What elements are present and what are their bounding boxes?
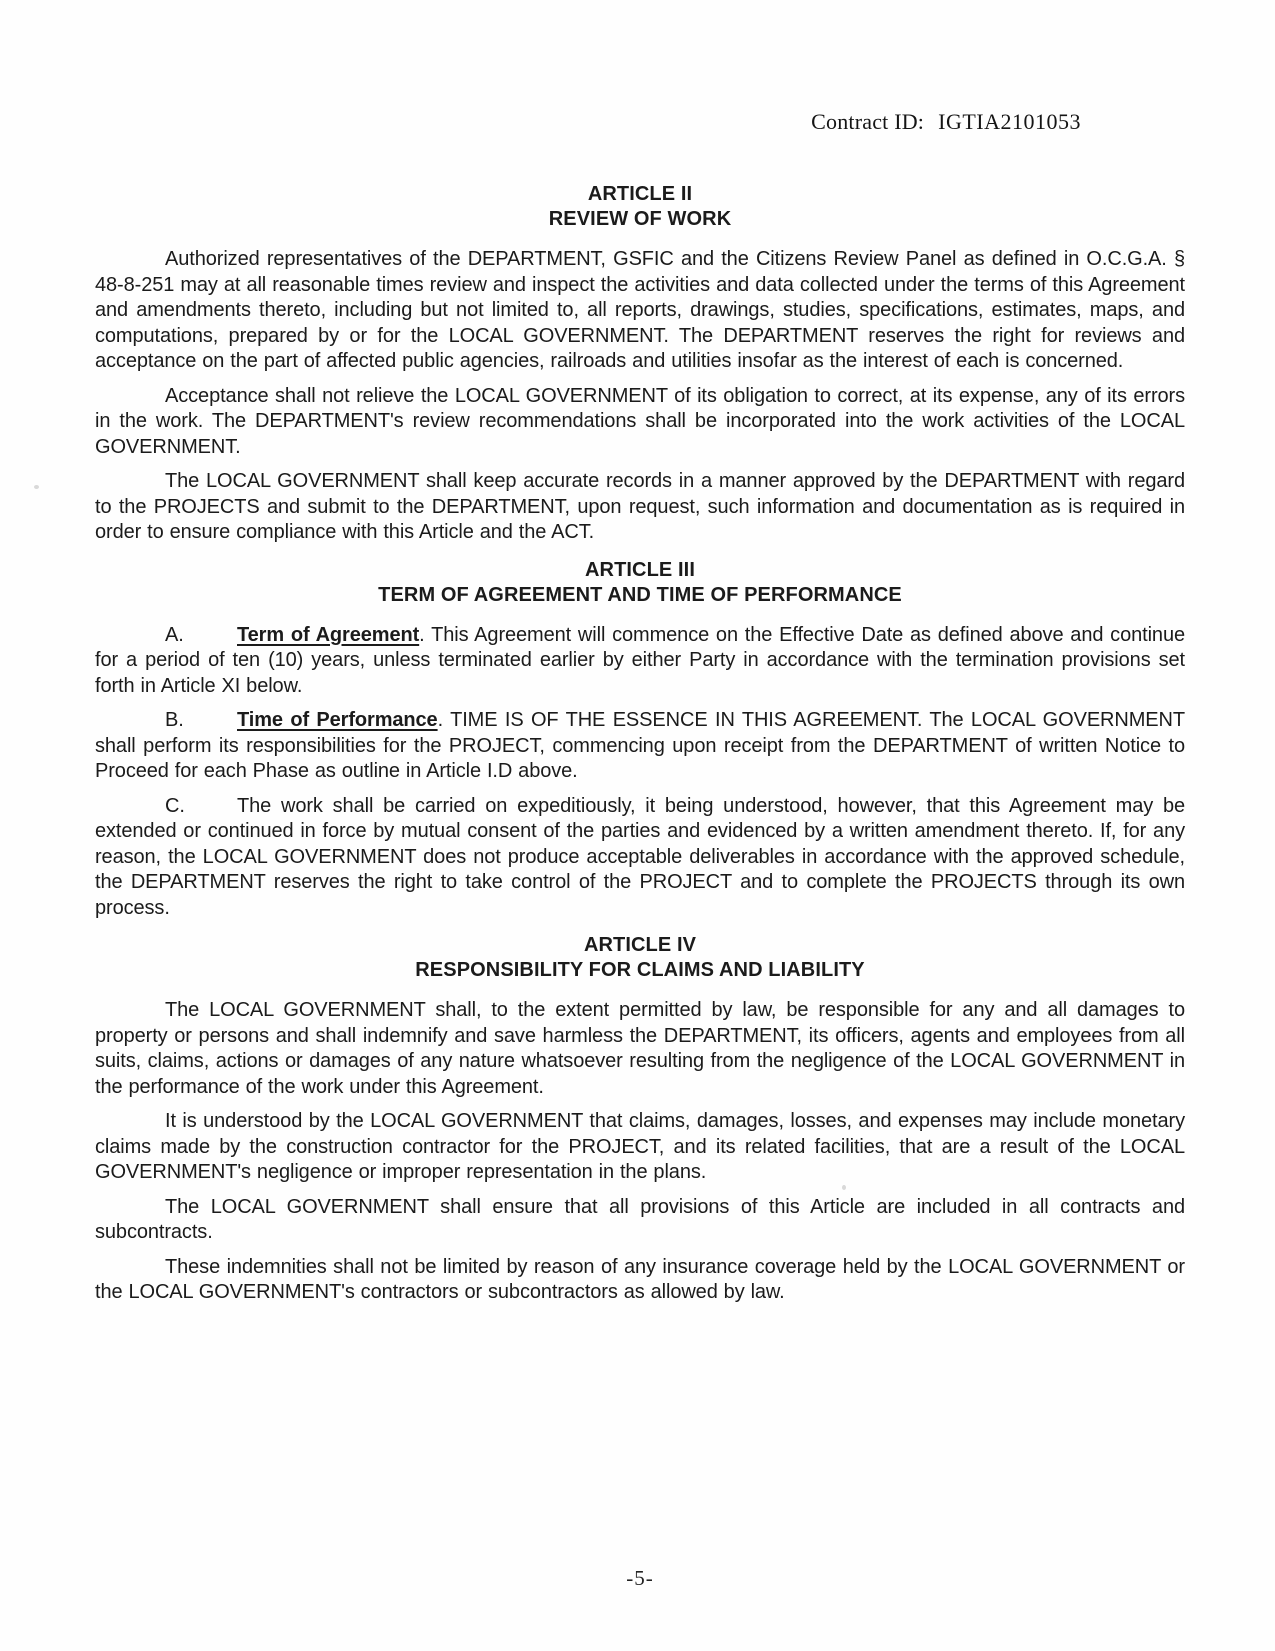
article-4-paragraph-3: The LOCAL GOVERNMENT shall ensure that all provisions of this Article are included in all contracts and subcontracts. xyxy=(95,1195,1185,1243)
article-2-heading xyxy=(95,182,1185,232)
article-3-item-a xyxy=(95,623,1185,700)
item-b-label: B. xyxy=(165,709,184,731)
article-4-paragraph-1: The LOCAL GOVERNMENT shall, to the extent permitted by law, be responsible for any and all damages to property or persons and shall indemnify and save harmless the DEPARTMENT, its officers, agents and employees from all suits, claims, actions or damages of any nature whatsoever resulting from the negligence of the LOCAL GOVERNMENT in the performance of the work under this Agreement. xyxy=(95,999,1185,1098)
document-body xyxy=(95,108,1185,1306)
article-2-title: REVIEW OF WORK xyxy=(548,208,732,230)
scan-artifact xyxy=(34,485,39,489)
item-c-label: C. xyxy=(165,794,185,817)
contract-id-value: IGTIA2101053 xyxy=(938,109,1081,134)
article-2-paragraph-1: Authorized representatives of the DEPARTMENT, GSFIC and the Citizens Review Panel as defined in O.C.G.A. § 48-8-251 may at all reasonable times review and inspect the activities and data collected under the terms of this Agreement and amendments thereto, including but not limited to, all reports, drawings, studies, specifications, estimates, maps, and computations, prepared by or for the LOCAL GOVERNMENT. The DEPARTMENT reserves the right for reviews and acceptance on the part of affected public agencies, railroads and utilities insofar as the interest of each is concerned. xyxy=(95,248,1185,372)
item-b-text: . TIME IS OF THE ESSENCE IN THIS AGREEMENT. The LOCAL GOVERNMENT shall perform its responsibilities for the PROJECT, commencing upon receipt from the DEPARTMENT of written Notice to Proceed for each Phase as outline in Article I.D above. xyxy=(95,709,1186,782)
article-2-number: ARTICLE II xyxy=(587,183,693,205)
article-3-title: TERM OF AGREEMENT AND TIME OF PERFORMANCE xyxy=(378,583,902,606)
article-3-number: ARTICLE III xyxy=(585,558,695,581)
article-3-item-c xyxy=(95,794,1185,922)
article-4-title: RESPONSIBILITY FOR CLAIMS AND LIABILITY xyxy=(415,959,865,981)
contract-id-label: Contract ID: xyxy=(811,109,925,134)
article-3-item-b xyxy=(95,708,1185,785)
article-3-heading xyxy=(95,558,1185,608)
item-b-heading: Time of Performance xyxy=(237,709,438,731)
contract-id-line xyxy=(95,108,1185,136)
item-c-text: The work shall be carried on expeditiously, it being understood, however, that this Agreement may be extended or continued in force by mutual consent of the parties and evidenced by a written amendment thereto. If, for any reason, the LOCAL GOVERNMENT does not produce acceptable deliverables in accordance with the approved schedule, the DEPARTMENT reserves the right to take control of the PROJECT and to complete the PROJECTS through its own process. xyxy=(95,794,1185,919)
page-number: -5- xyxy=(626,1566,654,1590)
scan-artifact xyxy=(842,1185,846,1190)
item-a-text: . This Agreement will commence on the Effective Date as defined above and continue for a period of ten (10) years, unless terminated earlier by either Party in accordance with the termination provisions set forth in Article XI below. xyxy=(95,623,1185,697)
article-4-number: ARTICLE IV xyxy=(583,934,697,956)
article-2-paragraph-3: The LOCAL GOVERNMENT shall keep accurate records in a manner approved by the DEPARTMENT with regard to the PROJECTS and submit to the DEPARTMENT, upon request, such information and documentation as is required in order to ensure compliance with this Article and the ACT. xyxy=(95,470,1185,543)
item-a-label: A. xyxy=(165,623,184,646)
article-4-heading xyxy=(95,933,1185,983)
article-2-paragraph-2: Acceptance shall not relieve the LOCAL GOVERNMENT of its obligation to correct, at its expense, any of its errors in the work. The DEPARTMENT's review recommendations shall be incorporated into the work activities of the LOCAL GOVERNMENT. xyxy=(95,384,1185,458)
article-4-paragraph-4: These indemnities shall not be limited by reason of any insurance coverage held by the LOCAL GOVERNMENT or the LOCAL GOVERNMENT's contractors or subcontractors as allowed by law. xyxy=(95,1255,1185,1303)
item-a-heading: Term of Agreement xyxy=(237,623,420,646)
article-4-paragraph-2: It is understood by the LOCAL GOVERNMENT that claims, damages, losses, and expenses may include monetary claims made by the construction contractor for the PROJECT, and its related facilities, that are a result of the LOCAL GOVERNMENT's negligence or improper representation in the plans. xyxy=(95,1110,1185,1183)
